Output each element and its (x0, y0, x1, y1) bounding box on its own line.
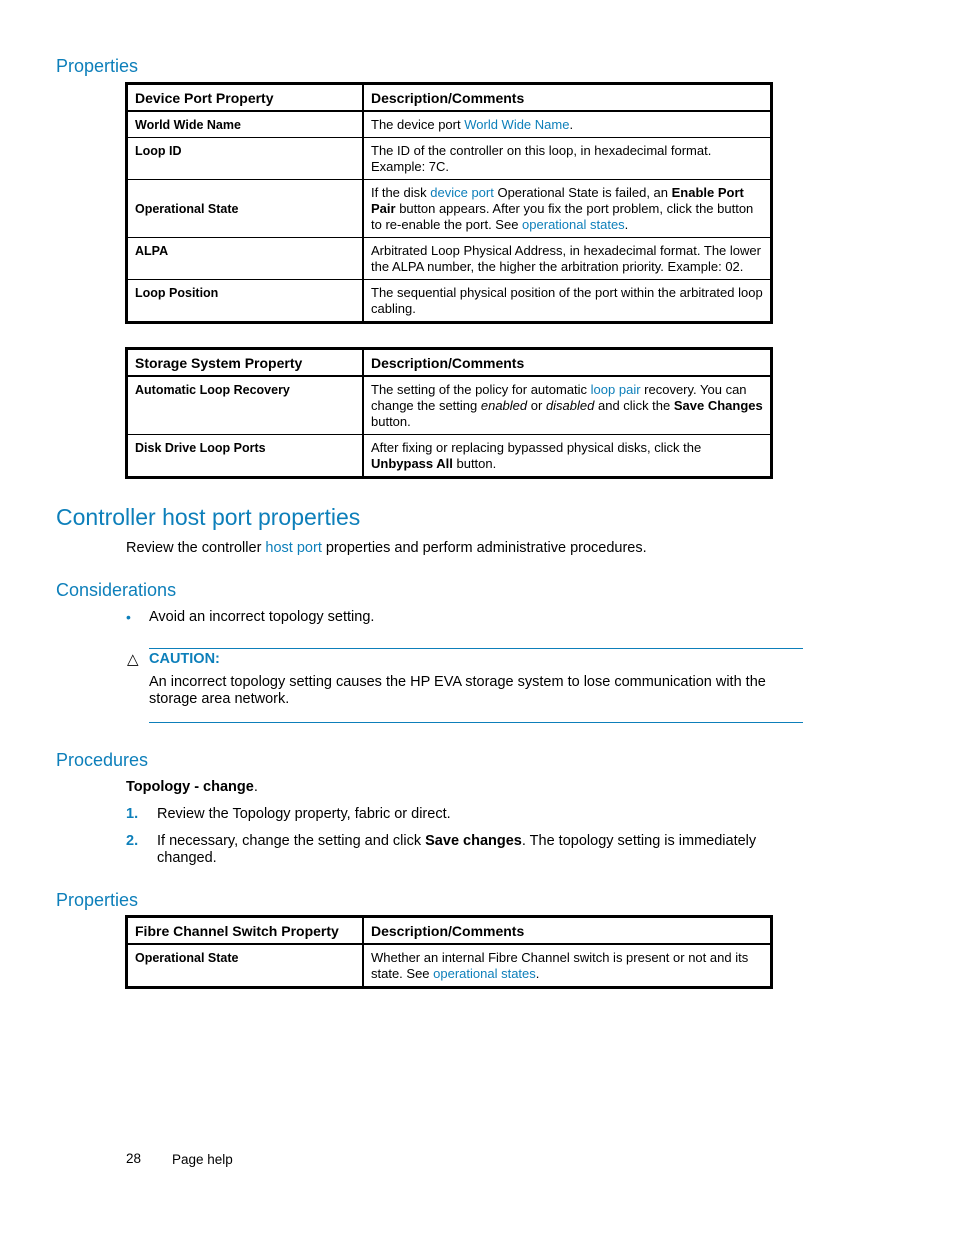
inline-link[interactable]: World Wide Name (464, 117, 570, 132)
text-segment: Review the Topology property, fabric or direct. (157, 806, 451, 822)
italic-text: disabled (545, 398, 595, 413)
host-port-link[interactable]: host port (265, 540, 322, 556)
property-name: Loop Position (127, 280, 364, 323)
text-segment: After fixing or replacing bypassed physical disks, click the (371, 440, 702, 455)
procedure-title (126, 779, 258, 796)
text-segment: Whether an internal Fibre Channel switch is present or not and its state. See (371, 950, 749, 981)
step-number: 1. (126, 806, 139, 822)
text-segment: or (527, 398, 546, 413)
table-row (127, 944, 772, 988)
step-text (157, 833, 797, 867)
bullet-icon: • (126, 609, 131, 625)
text-segment: . The topology setting is immediately changed. (157, 833, 757, 866)
property-name: Automatic Loop Recovery (127, 376, 364, 435)
inline-link[interactable]: loop pair (590, 382, 641, 397)
storage-system-property-table (125, 347, 773, 479)
inline-link[interactable]: device port (430, 185, 494, 200)
property-name: Loop ID (127, 138, 364, 180)
text-segment: and click the (594, 398, 674, 413)
bold-text: Enable Port Pair (371, 185, 744, 216)
text-segment: Arbitrated Loop Physical Address, in hexadecimal format. The lower the ALPA number, the higher the arbitration priority. Example: 02. (371, 243, 761, 274)
property-name: Operational State (127, 944, 364, 988)
table-header: Description/Comments (363, 917, 772, 945)
caution-label: CAUTION: (149, 651, 220, 667)
property-name: Operational State (127, 180, 364, 238)
table-header: Description/Comments (363, 349, 772, 377)
table-row (127, 376, 772, 435)
property-description (363, 238, 772, 280)
step-number: 2. (126, 833, 139, 849)
text-segment: The setting of the policy for automatic (371, 382, 591, 397)
considerations-heading: Considerations (56, 580, 177, 600)
page-number: 28 (126, 1151, 142, 1166)
property-description (363, 180, 772, 238)
property-name: Disk Drive Loop Ports (127, 435, 364, 478)
property-description (363, 435, 772, 478)
intro-text-end: properties and perform administrative procedures. (321, 540, 647, 556)
text-segment: button appears. After you fix the port problem, click the button to re-enable the port. See (371, 201, 754, 232)
text-segment: recovery. You can change the setting (371, 382, 747, 413)
property-description (363, 280, 772, 323)
text-segment: The sequential physical position of the port within the arbitrated loop cabling. (371, 285, 763, 316)
text-segment: . (624, 217, 629, 232)
table-row (127, 111, 772, 138)
property-description (363, 111, 772, 138)
fibre-channel-switch-property-table (125, 915, 773, 989)
caution-bottom-rule (149, 722, 803, 723)
text-segment: If the disk (371, 185, 431, 200)
text-segment: If necessary, change the setting and click (157, 833, 426, 849)
property-name: World Wide Name (127, 111, 364, 138)
bold-text: Save changes (425, 833, 522, 849)
table-header: Description/Comments (363, 84, 772, 112)
properties-heading: Properties (56, 890, 139, 910)
table-row (127, 238, 772, 280)
text-segment: button. (371, 414, 411, 429)
bold-text: Save Changes (673, 398, 763, 413)
property-description (363, 944, 772, 988)
procedure-title-text: Topology - change (126, 779, 254, 795)
italic-text: enabled (480, 398, 528, 413)
text-segment: The ID of the controller on this loop, in hexadecimal format. Example: 7C. (371, 143, 712, 174)
procedures-heading: Procedures (56, 750, 149, 770)
table-header: Fibre Channel Switch Property (127, 917, 364, 945)
table-row (127, 280, 772, 323)
table-row (127, 435, 772, 478)
section-title: Controller host port properties (56, 504, 361, 530)
step-text (157, 806, 797, 823)
bullet-text: Avoid an incorrect topology setting. (149, 609, 375, 625)
property-name: ALPA (127, 238, 364, 280)
property-description (363, 376, 772, 435)
text-segment: The device port (371, 117, 465, 132)
device-port-property-table (125, 82, 773, 324)
inline-link[interactable]: operational states (433, 966, 536, 981)
intro-paragraph (126, 540, 647, 557)
bold-text: Unbypass All (371, 456, 453, 471)
properties-heading: Properties (56, 56, 139, 76)
page-help-label: Page help (172, 1152, 233, 1167)
table-header: Device Port Property (127, 84, 364, 112)
property-description (363, 138, 772, 180)
text-segment: . (535, 966, 540, 981)
caution-icon: △ (127, 651, 139, 668)
caution-top-rule (149, 648, 803, 649)
table-row (127, 180, 772, 238)
text-segment: . (569, 117, 574, 132)
text-segment: button. (452, 456, 497, 471)
table-header: Storage System Property (127, 349, 364, 377)
inline-link[interactable]: operational states (522, 217, 625, 232)
intro-text: Review the controller (126, 540, 266, 556)
caution-text: An incorrect topology setting causes the HP EVA storage system to lose communication with the storage area network. (149, 674, 766, 707)
table-row (127, 138, 772, 180)
text-segment: Operational State is failed, an (493, 185, 672, 200)
procedure-title-end: . (253, 779, 258, 795)
